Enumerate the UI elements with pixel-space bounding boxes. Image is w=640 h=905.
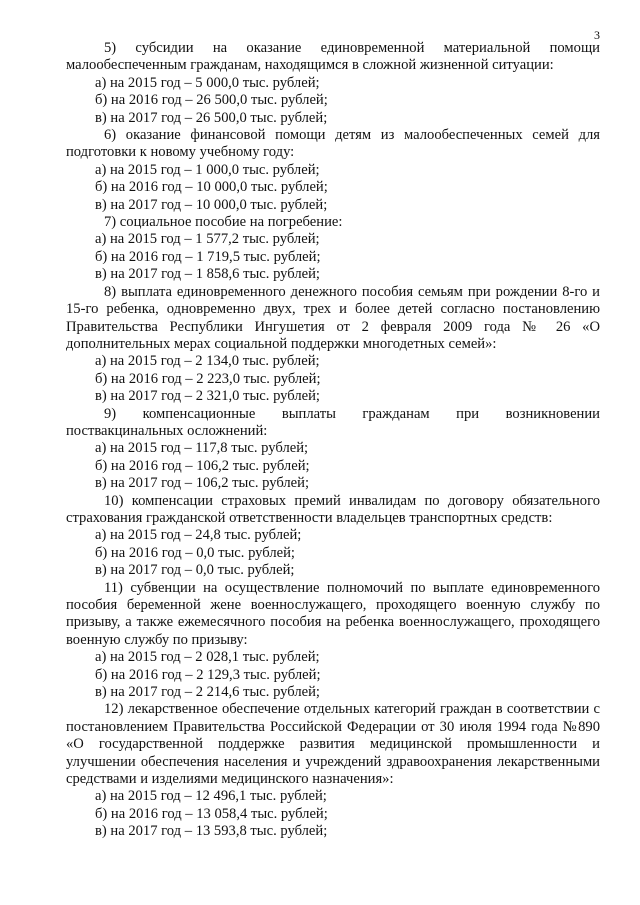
section-10 <box>66 493 600 580</box>
list-item: а) на 2015 год – 2 028,1 тыс. рублей; <box>95 649 320 666</box>
section-heading: 7) социальное пособие на погребение: <box>104 214 343 231</box>
section-6 <box>66 127 600 214</box>
list-item: в) на 2017 год – 2 321,0 тыс. рублей; <box>95 388 320 405</box>
section-heading: 10) компенсации страховых премий инвалидам по договору обязательного страхования гражданской ответственности владельцев транспортных средств: <box>66 492 600 526</box>
list-item: б) на 2016 год – 1 719,5 тыс. рублей; <box>95 248 321 265</box>
page-number: 3 <box>594 28 600 42</box>
list-item: а) на 2015 год – 12 496,1 тыс. рублей; <box>95 788 327 805</box>
section-5 <box>66 40 600 127</box>
list-item: в) на 2017 год – 26 500,0 тыс. рублей; <box>95 109 328 126</box>
list-item: в) на 2017 год – 106,2 тыс. рублей; <box>95 475 310 492</box>
section-7 <box>66 214 600 284</box>
section-9 <box>66 406 600 493</box>
section-heading: 8) выплата единовременного денежного пособия семьям при рождении 8-го и 15-го ребенка, одновременно двух, трех и более детей согласно постановлению Правительства Республики Ингушетия от 2 февраля 2009 года № 26 «О дополнительных мерах социальной поддержки многодетных семей»: <box>66 283 600 352</box>
section-heading: 6) оказание финансовой помощи детям из малообеспеченных семей для подготовки к новому учебному году: <box>66 127 600 161</box>
list-item: б) на 2016 год – 2 223,0 тыс. рублей; <box>95 370 321 387</box>
list-item: в) на 2017 год – 0,0 тыс. рублей; <box>95 562 295 579</box>
section-12 <box>66 701 600 840</box>
section-8 <box>66 284 600 406</box>
list-item: б) на 2016 год – 10 000,0 тыс. рублей; <box>95 179 328 196</box>
list-item: б) на 2016 год – 0,0 тыс. рублей; <box>95 544 295 561</box>
list-item: б) на 2016 год – 13 058,4 тыс. рублей; <box>95 805 328 822</box>
section-heading: 11) субвенции на осуществление полномочий по выплате единовременного пособия беременной жене военнослужащего, проходящего военную службу по призыву, а также ежемесячного пособия на ребенка военнослужащего, проходящего военную службу по призыву: <box>66 579 600 648</box>
list-item: а) на 2015 год – 117,8 тыс. рублей; <box>95 440 309 457</box>
document-body <box>66 40 600 841</box>
list-item: в) на 2017 год – 2 214,6 тыс. рублей; <box>95 684 320 701</box>
section-heading: 12) лекарственное обеспечение отдельных категорий граждан в соответствии с постановлением Правительства Российской Федерации от 30 июля 1994 года №890 «О государственной поддержке развития медицинской промышленности и улучшении обеспечения населения и учреждений здравоохранения лекарственными средствами и изделиями медицинского назначения»: <box>66 701 600 788</box>
section-11 <box>66 580 600 702</box>
section-heading: 5) субсидии на оказание единовременной материальной помощи малообеспеченным гражданам, находящимся в сложной жизненной ситуации: <box>66 40 600 74</box>
list-item: в) на 2017 год – 13 593,8 тыс. рублей; <box>95 823 328 840</box>
list-item: б) на 2016 год – 106,2 тыс. рублей; <box>95 457 310 474</box>
section-heading: 9) компенсационные выплаты гражданам при возникновении поствакцинальных осложнений: <box>66 405 600 439</box>
list-item: б) на 2016 год – 26 500,0 тыс. рублей; <box>95 92 328 109</box>
list-item: а) на 2015 год – 5 000,0 тыс. рублей; <box>95 74 320 91</box>
list-item: б) на 2016 год – 2 129,3 тыс. рублей; <box>95 666 321 683</box>
list-item: а) на 2015 год – 24,8 тыс. рублей; <box>95 527 302 544</box>
list-item: в) на 2017 год – 10 000,0 тыс. рублей; <box>95 196 328 213</box>
list-item: а) на 2015 год – 1 577,2 тыс. рублей; <box>95 231 320 248</box>
list-item: а) на 2015 год – 1 000,0 тыс. рублей; <box>95 161 320 178</box>
list-item: в) на 2017 год – 1 858,6 тыс. рублей; <box>95 266 320 283</box>
list-item: а) на 2015 год – 2 134,0 тыс. рублей; <box>95 353 320 370</box>
